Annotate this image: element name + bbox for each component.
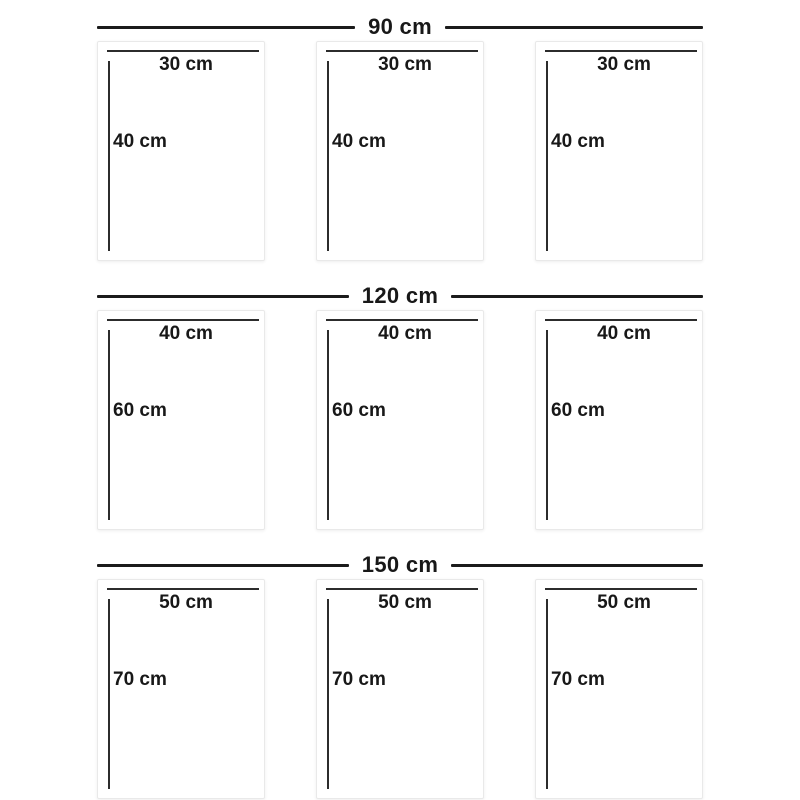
frame-height-line xyxy=(108,61,110,251)
frame-width-label: 50 cm xyxy=(597,592,651,613)
frame-height-line xyxy=(546,599,548,789)
frame xyxy=(97,310,265,530)
frame xyxy=(535,310,703,530)
size-guide-diagram xyxy=(97,0,703,799)
frame xyxy=(316,310,484,530)
frame xyxy=(316,579,484,799)
width-line-left xyxy=(97,295,349,298)
frame-height-label: 40 cm xyxy=(332,131,386,153)
frame-width-line xyxy=(107,588,259,590)
frame xyxy=(316,41,484,261)
frame-height-line xyxy=(327,61,329,251)
width-line-right xyxy=(451,564,703,567)
frame-width-label: 40 cm xyxy=(597,323,651,344)
frame-width-line xyxy=(545,50,697,52)
group-width-header xyxy=(97,551,703,579)
frame-height-label: 40 cm xyxy=(551,131,605,153)
frame-width-line xyxy=(107,319,259,321)
frame-width-line xyxy=(107,50,259,52)
frame-width-label: 50 cm xyxy=(378,592,432,613)
group-width-label: 120 cm xyxy=(361,283,439,308)
width-line-left xyxy=(97,26,355,29)
frame-width-label: 30 cm xyxy=(159,54,213,75)
frame-height-label: 60 cm xyxy=(113,400,167,422)
size-group-120cm xyxy=(97,282,703,530)
frame-height-line xyxy=(108,330,110,520)
frames-row xyxy=(97,41,703,261)
frame xyxy=(97,579,265,799)
frame-width-label: 30 cm xyxy=(378,54,432,75)
group-width-header xyxy=(97,13,703,41)
frame-width-line xyxy=(326,588,478,590)
frame-width-label: 50 cm xyxy=(159,592,213,613)
frame-height-label: 70 cm xyxy=(332,669,386,691)
frame-height-line xyxy=(546,61,548,251)
size-group-90cm xyxy=(97,13,703,261)
frame-height-label: 70 cm xyxy=(551,669,605,691)
frame-width-line xyxy=(545,319,697,321)
frame xyxy=(535,41,703,261)
frame-height-line xyxy=(327,599,329,789)
frame-width-label: 40 cm xyxy=(159,323,213,344)
width-line-right xyxy=(445,26,703,29)
frame-width-line xyxy=(326,319,478,321)
frame-height-line xyxy=(108,599,110,789)
frames-row xyxy=(97,310,703,530)
frame-width-label: 30 cm xyxy=(597,54,651,75)
width-line-left xyxy=(97,564,349,567)
width-line-right xyxy=(451,295,703,298)
group-width-label: 150 cm xyxy=(361,552,439,577)
frame-width-line xyxy=(326,50,478,52)
frame-height-line xyxy=(327,330,329,520)
frame xyxy=(97,41,265,261)
frame-height-line xyxy=(546,330,548,520)
frame-height-label: 60 cm xyxy=(332,400,386,422)
frames-row xyxy=(97,579,703,799)
frame-width-line xyxy=(545,588,697,590)
frame-height-label: 60 cm xyxy=(551,400,605,422)
frame-height-label: 70 cm xyxy=(113,669,167,691)
frame-width-label: 40 cm xyxy=(378,323,432,344)
group-width-label: 90 cm xyxy=(368,14,432,39)
frame-height-label: 40 cm xyxy=(113,131,167,153)
group-width-header xyxy=(97,282,703,310)
size-group-150cm xyxy=(97,551,703,799)
frame xyxy=(535,579,703,799)
